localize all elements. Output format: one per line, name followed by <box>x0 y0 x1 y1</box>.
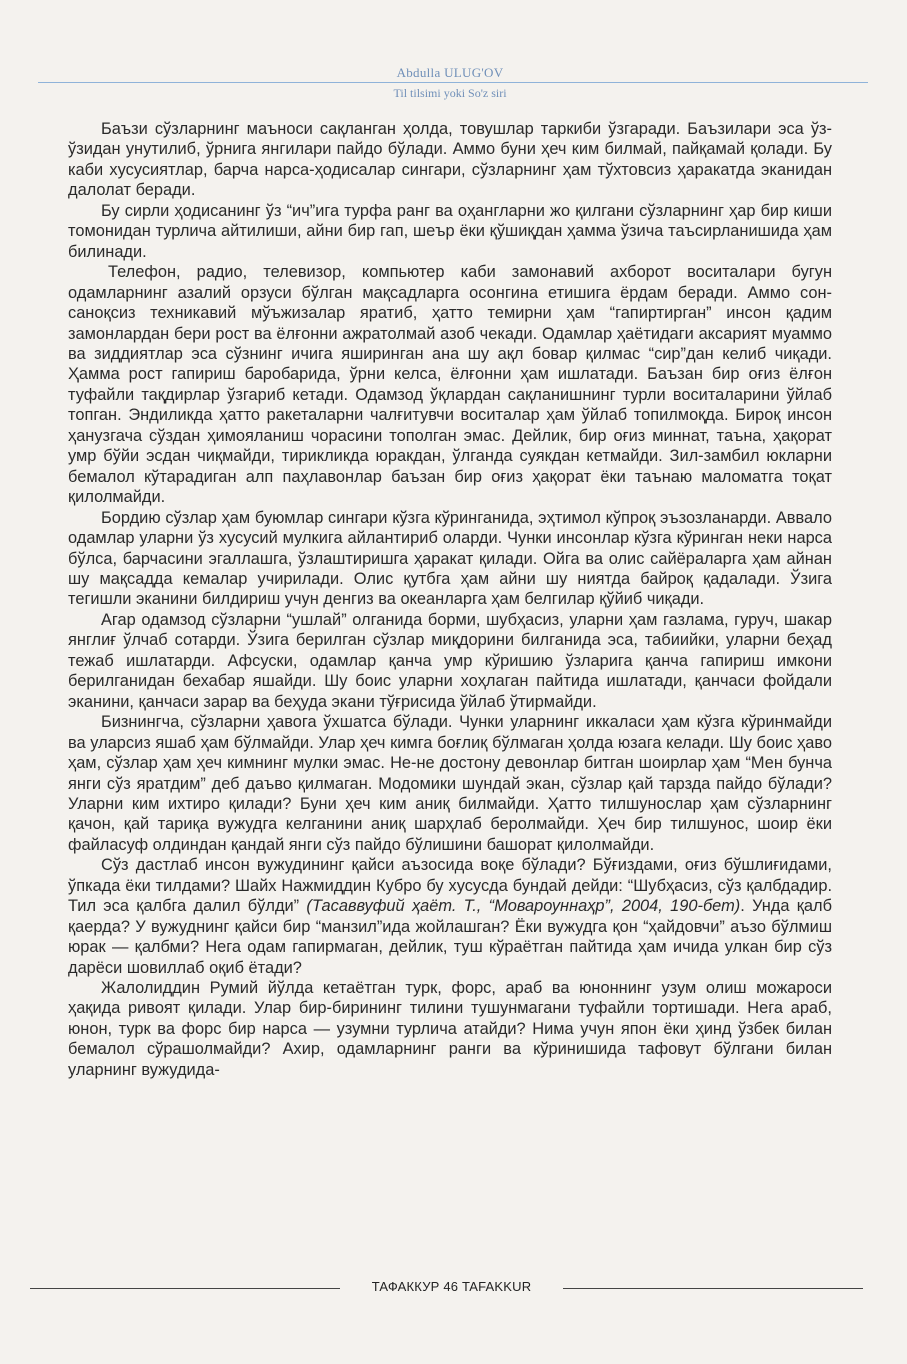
citation: (Тасаввуфий ҳаёт. Т., “Мовароуннаҳр”, 2004, 190-бет) <box>306 897 741 916</box>
header-rule <box>38 82 868 83</box>
paragraph-7-part-1: Сўз дастлаб инсон вужудининг қайси аъзосида воқе бўлади? Бўғиздами, оғиз бўшлиғидами, ўпкада ёки тилдами? Шайх Нажмиддин Кубро бу хусусда бундай дейди: “Шубҳасиз, сўз қалбдадир. Тил эса қалбга далил бўлди” <box>68 856 832 916</box>
paragraph-1: Баъзи сўзларнинг маъноси сақланган ҳолда, товушлар таркиби ўзгаради. Баъзилари эса ўз-ўзидан унутилиб, ўрнига янгилари пайдо бўлади. Аммо буни ҳеч ким билмай, пайқамай қолади. Бу каби хусусиятлар, барча нарса-ҳодисалар сингари, сўзларнинг ҳам тўхтовсиз ҳаракатда эканидан далолат беради. <box>68 120 832 200</box>
footer-page-label: ТАФАККУР 46 TAFAKKUR <box>371 1279 532 1294</box>
header-subtitle: Til tilsimi yoki So'z siri <box>393 86 507 100</box>
article-body <box>68 119 832 1080</box>
paragraph-4: Бордию сўзлар ҳам буюмлар сингари кўзга кўринганида, эҳтимол кўпроқ эъзозланарди. Аввало одамлар уларни ўз хусусий мулкига айлантириб оларди. Чунки инсонлар кўзга кўринган неки нарса бўлса, барчасини эгаллашга, ўзлаштиришга ҳаракат қилади. Ойга ва олис сайёраларга ҳам айнан шу мақсадда кемалар учирилади. Олис қутбга ҳам айни шу ниятда байроқ қадалади. Ўзига тегишли эканини билдириш учун денгиз ва океанларга ҳам белгилар қўйиб чиқади. <box>68 508 832 609</box>
header-author: Abdulla ULUG'OV <box>396 65 504 80</box>
paragraph-8: Жалолиддин Румий йўлда кетаётган турк, форс, араб ва юноннинг узум олиш можароси ҳақида ривоят қилади. Улар бир-бирининг тилини тушунмагани туфайли тортишади. Нега араб, юнон, турк ва форс бир нарса — узумни турлича атайди? Нима учун япон ёки ҳинд ўзбек билан бемалол сўрашолмайди? Ахир, одамларнинг ранги ва кўринишида тафовут бўлгани билан уларнинг вужудида- <box>68 979 832 1079</box>
footer-rule-left <box>30 1288 340 1289</box>
paragraph-7-part-2: . Унда қалб қаерда? У вужуднинг қайси бир “манзил”ида жойлашган? Ёки вужудга қон “ҳайдовчи” аъзо бўлмиш юрак — қалбми? Нега одам гапирмаган, дейлик, туш кўраётган пайтида ҳам ичида улкан бир сўз дарёси шовиллаб оқиб ётади? <box>68 897 833 977</box>
paragraph-7 <box>68 855 832 978</box>
page-footer <box>0 1275 907 1299</box>
paragraph-5: Агар одамзод сўзларни “ушлай” олганида борми, шубҳасиз, уларни ҳам газлама, гуруч, шакар янглиғ ўлчаб сотарди. Ўзига берилган сўзлар миқдорини билганида эса, табиийки, уларни беҳад тежаб ишлатарди. Афсуски, одамлар қанча умр кўришию ўзларига қанча гапириш имкони берилганидан бехабар яшайди. Шу боис уларни хоҳлаган пайтида ишлатади, қанчаси фойдали эканини, қанчаси зарар ва беҳуда экани тўғрисида ўйлаб ўтирмайди. <box>68 610 832 711</box>
paragraph-2: Бу сирли ҳодисанинг ўз “ич”ига турфа ранг ва оҳангларни жо қилгани сўзларнинг ҳар бир киши томонидан турлича айтилиши, айни бир гап, шеър ёки қўшиқдан ҳамма ўзича таъсирланишида ҳам билинади. <box>68 201 832 261</box>
footer-rule-right <box>563 1288 863 1289</box>
paragraph-6: Бизнингча, сўзларни ҳавога ўхшатса бўлади. Чунки уларнинг иккаласи ҳам кўзга кўринмайди ва уларсиз яшаб ҳам бўлмайди. Улар ҳеч кимга боғлиқ бўлмаган ҳолда юзага келади. Шу боис ҳаво ҳам, сўзлар ҳам ҳеч кимнинг мулки эмас. Не-не достону девонлар битган шоирлар ҳам “Мен бунча янги сўз яратдим” деб даъво қилмаган. Модомики шундай экан, сўзлар қай тарзда пайдо бўлади? Уларни ким ихтиро қилади? Буни ҳеч ким аниқ билмайди. Ҳатто тилшунослар ҳам сўзларнинг қачон, қай тариқа вужудга келганини аниқ шарҳлаб беролмайди. Ҳеч бир тилшунос, шоир ёки файласуф олдиндан қандай янги сўз пайдо бўлишини башорат қилолмайди. <box>68 713 832 854</box>
paragraph-3: Телефон, радио, телевизор, компьютер каби замонавий ахборот воситалари бугун одамларнинг азалий орзуси бўлган мақсадларга осонгина етишига ёрдам беради. Аммо сон-саноқсиз техникавий мўъжизалар яратиб, ҳатто темирни ҳам “гапиртирган” инсон қадим замонлардан бери рост ва ёлғонни ажратолмай азоб чекади. Одамлар ҳаётидаги аксарият муаммо ва зиддиятлар эса сўзнинг ичига яширинган ана шу ақл бовар қилмас “сир”дан келиб чиқади. Ҳамма рост гапириш баробарида, ўрни келса, ёлғонни ҳам ишлатади. Баъзан бир оғиз ёлғон туфайли тақдирлар ўзгариб кетади. Одамзод ўқлардан сақланишнинг турли воситаларини ўйлаб топган. Эндиликда ҳатто ракеталарни чалғитувчи воситалар ҳам ўйлаб топилмоқда. Бироқ инсон ҳанузгача сўздан ҳимояланиш чорасини тополган эмас. Дейлик, бир оғиз миннат, таъна, ҳақорат умр бўйи эсдан чиқмайди, тирикликда юракдан, ўлганда суякдан кетмайди. Зил-замбил юкларни бемалол кўтарадиган алп паҳлавонлар баъзан бир оғиз ҳақорат ёки таънаю маломатга тоқат қилолмайди. <box>68 263 832 507</box>
